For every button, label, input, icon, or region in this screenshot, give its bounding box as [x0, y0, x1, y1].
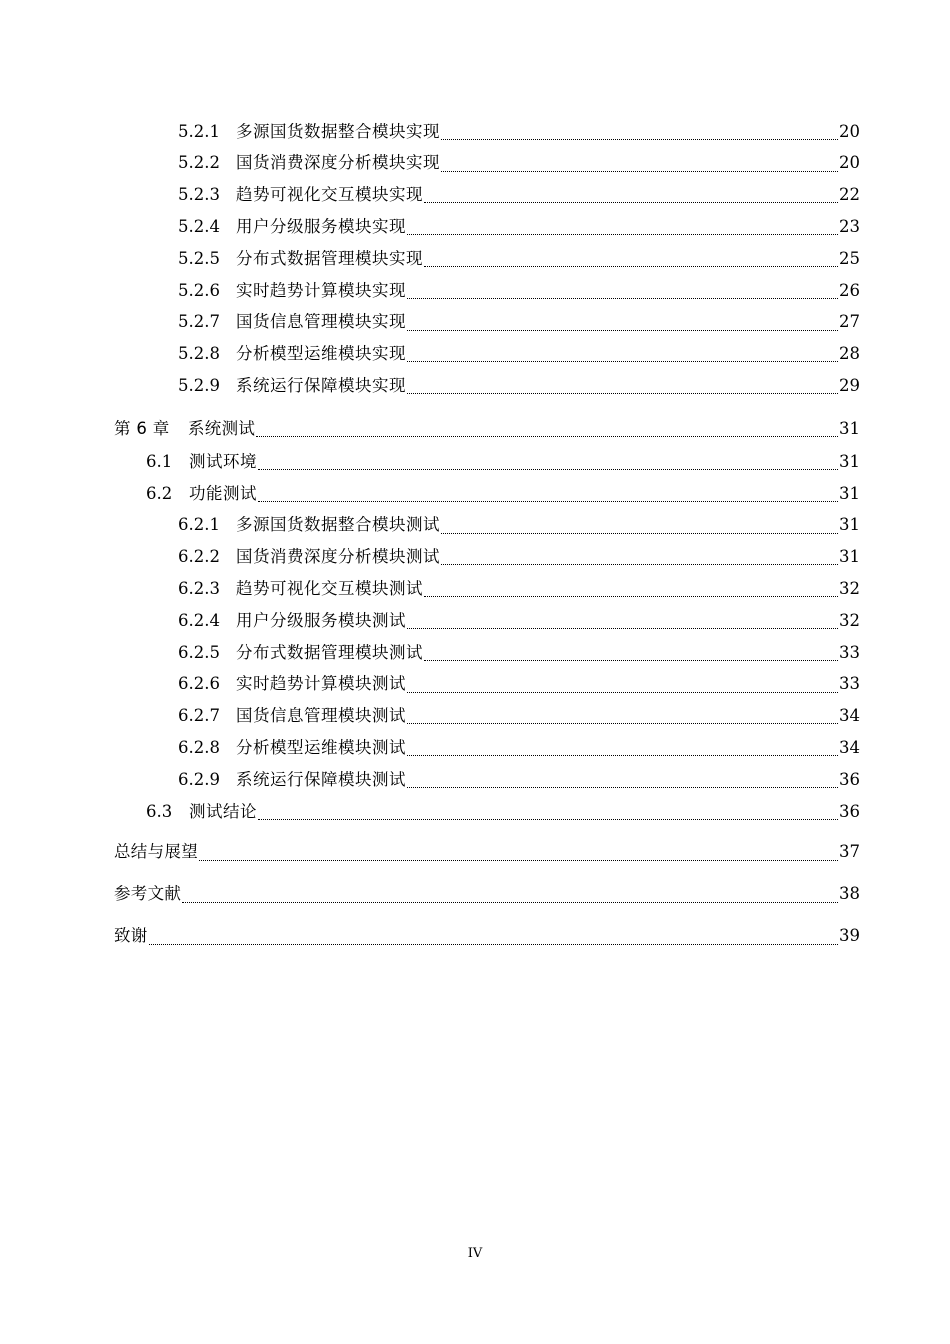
- toc-entry-title: 分布式数据管理模块测试: [236, 642, 423, 662]
- toc-entry-number: 5.2.6: [178, 280, 220, 300]
- toc-entry-5-2-6[interactable]: [0, 275, 950, 307]
- toc-entry-page: 33: [839, 642, 860, 662]
- toc-entry-title: 国货消费深度分析模块测试: [236, 547, 440, 567]
- toc-entry-summary[interactable]: [0, 836, 950, 870]
- dot-leader: [441, 138, 838, 140]
- toc-entry-title: 国货信息管理模块测试: [236, 706, 406, 726]
- dot-leader: [407, 754, 838, 756]
- page-number-footer: IV: [467, 1246, 483, 1261]
- toc-entry-page: 27: [839, 312, 860, 332]
- dot-leader: [256, 435, 838, 437]
- toc-entry-page: 20: [839, 121, 860, 141]
- toc-entry-page: 38: [839, 884, 860, 904]
- toc-entry-title: 参考文献: [114, 884, 182, 904]
- toc-entry-page: 31: [839, 515, 860, 535]
- dot-leader: [424, 265, 838, 267]
- toc-entry-5-2-2[interactable]: [0, 148, 950, 180]
- toc-entry-number: 5.2.5: [178, 248, 220, 268]
- toc-entry-number: 6.2.5: [178, 642, 220, 662]
- dot-leader: [407, 786, 838, 788]
- toc-entry-title: 功能测试: [189, 483, 257, 503]
- toc-entry-number: 5.2.2: [178, 153, 220, 173]
- toc-entry-title: 系统运行保障模块测试: [236, 769, 406, 789]
- toc-entry-5-2-9[interactable]: [0, 370, 950, 402]
- toc-entry-title: 测试环境: [189, 451, 257, 471]
- toc-entry-number: 6.2.8: [178, 737, 220, 757]
- toc-entry-page: 32: [839, 579, 860, 598]
- dot-leader: [407, 691, 838, 693]
- toc-entry-title: 致谢: [114, 926, 148, 946]
- toc-entry-title: 用户分级服务模块实现: [236, 217, 406, 237]
- toc-entry-5-2-7[interactable]: [0, 307, 950, 339]
- toc-entry-title: 测试结论: [189, 801, 257, 821]
- toc-entry-number: 6.2.1: [178, 515, 220, 535]
- toc-entry-number: 6.2.2: [178, 547, 220, 567]
- dot-leader: [407, 627, 838, 629]
- toc-entry-6-2-5[interactable]: [0, 637, 950, 669]
- toc-entry-5-2-1[interactable]: [0, 116, 950, 148]
- toc-entry-6-2-4[interactable]: [0, 605, 950, 637]
- toc-entry-title: 实时趋势计算模块实现: [236, 280, 406, 300]
- toc-entry-title: 多源国货数据整合模块测试: [236, 515, 440, 535]
- toc-entry-title: 总结与展望: [114, 842, 198, 862]
- toc-entry-title: 系统测试: [188, 418, 256, 438]
- toc-entry-number: 6.2.9: [178, 769, 220, 789]
- toc-entry-acknowledgements[interactable]: [0, 920, 950, 954]
- toc-entry-number: 5.2.1: [178, 121, 220, 141]
- toc-entry-title: 用户分级服务模块测试: [236, 610, 406, 630]
- toc-entry-title: 实时趋势计算模块测试: [236, 674, 406, 694]
- dot-leader: [441, 170, 838, 172]
- dot-leader: [258, 818, 838, 820]
- toc-entry-title: 多源国货数据整合模块实现: [236, 121, 440, 141]
- toc-entry-page: 26: [839, 280, 860, 300]
- dot-leader: [407, 329, 838, 331]
- toc-entry-number: 5.2.7: [178, 312, 220, 332]
- toc-entry-title: 国货消费深度分析模块实现: [236, 153, 440, 173]
- table-of-contents: [0, 116, 950, 954]
- toc-entry-6-2-8[interactable]: [0, 732, 950, 764]
- toc-entry-page: 36: [839, 769, 860, 789]
- toc-entry-title: 分析模型运维模块测试: [236, 737, 406, 757]
- toc-entry-title: 趋势可视化交互模块实现: [236, 185, 423, 205]
- dot-leader: [424, 659, 838, 661]
- toc-entry-number: 6.3: [146, 801, 173, 821]
- toc-entry-page: 31: [839, 451, 860, 471]
- toc-entry-number: 6.2.6: [178, 674, 220, 694]
- toc-entry-number: 6.2: [146, 483, 173, 503]
- toc-entry-6-3[interactable]: [0, 796, 950, 828]
- toc-entry-6-2-2[interactable]: [0, 542, 950, 574]
- toc-entry-title: 分析模型运维模块实现: [236, 344, 406, 364]
- toc-entry-page: 31: [839, 418, 860, 438]
- toc-chapter-number: 第 6 章: [114, 418, 170, 438]
- toc-entry-number: 6.2.3: [178, 579, 220, 598]
- toc-entry-page: 29: [839, 376, 860, 396]
- toc-entry-6-2-9[interactable]: [0, 764, 950, 796]
- dot-leader: [258, 500, 838, 502]
- toc-entry-page: 23: [839, 217, 860, 237]
- toc-entry-title: 系统运行保障模块实现: [236, 376, 406, 396]
- toc-entry-references[interactable]: [0, 878, 950, 912]
- toc-entry-number: 5.2.4: [178, 217, 220, 237]
- toc-entry-title: 国货信息管理模块实现: [236, 312, 406, 332]
- toc-entry-page: 39: [839, 926, 860, 946]
- dot-leader: [441, 563, 838, 565]
- dot-leader: [407, 360, 838, 362]
- toc-entry-5-2-3[interactable]: [0, 180, 950, 212]
- dot-leader: [258, 468, 838, 470]
- toc-entry-6-2-7[interactable]: [0, 701, 950, 733]
- toc-entry-page: 32: [839, 610, 860, 630]
- toc-entry-page: 36: [839, 801, 860, 821]
- toc-entry-number: 5.2.3: [178, 185, 220, 205]
- toc-entry-title: 趋势可视化交互模块测试: [236, 579, 423, 598]
- toc-entry-number: 6.2.7: [178, 706, 220, 726]
- toc-entry-page: 31: [839, 547, 860, 567]
- toc-entry-5-2-8[interactable]: [0, 339, 950, 371]
- dot-leader: [424, 201, 838, 203]
- toc-entry-5-2-5[interactable]: [0, 243, 950, 275]
- toc-entry-number: 6.1: [146, 451, 173, 471]
- toc-entry-6-2-6[interactable]: [0, 669, 950, 701]
- dot-leader: [407, 392, 838, 394]
- toc-entry-number: 6.2.4: [178, 610, 220, 630]
- toc-entry-6-2[interactable]: [0, 478, 950, 510]
- dot-leader: [441, 532, 838, 534]
- dot-leader: [182, 901, 838, 903]
- toc-entry-page: 28: [839, 344, 860, 364]
- toc-entry-number: 5.2.8: [178, 344, 220, 364]
- toc-entry-page: 34: [839, 737, 860, 757]
- toc-entry-page: 33: [839, 674, 860, 694]
- toc-entry-page: 34: [839, 706, 860, 726]
- toc-entry-title: 分布式数据管理模块实现: [236, 248, 423, 268]
- dot-leader: [407, 233, 838, 235]
- toc-entry-number: 5.2.9: [178, 376, 220, 396]
- toc-entry-6-1[interactable]: [0, 446, 950, 478]
- toc-entry-chapter-6[interactable]: [0, 412, 950, 446]
- dot-leader: [407, 297, 838, 299]
- toc-entry-page: 31: [839, 483, 860, 503]
- toc-entry-6-2-3[interactable]: [0, 573, 950, 605]
- toc-entry-5-2-4[interactable]: [0, 211, 950, 243]
- toc-entry-page: 25: [839, 248, 860, 268]
- dot-leader: [407, 722, 838, 724]
- dot-leader: [424, 595, 838, 597]
- toc-entry-6-2-1[interactable]: [0, 510, 950, 542]
- dot-leader: [149, 943, 838, 945]
- dot-leader: [199, 859, 838, 861]
- toc-entry-page: 37: [839, 842, 860, 862]
- toc-entry-page: 22: [839, 185, 860, 205]
- toc-entry-page: 20: [839, 153, 860, 173]
